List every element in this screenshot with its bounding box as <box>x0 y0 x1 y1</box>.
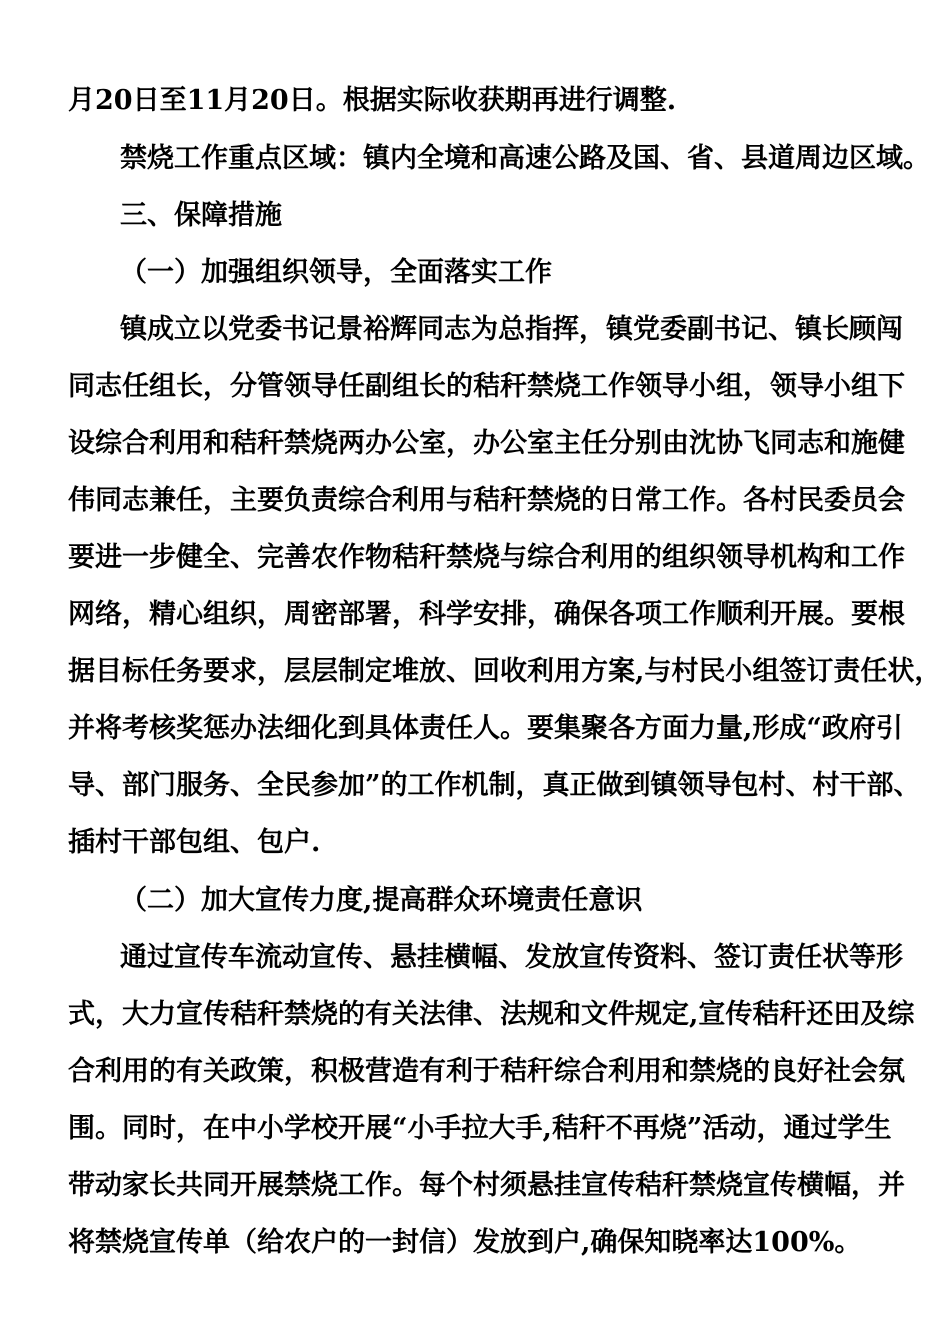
text-line: 镇成立以党委书记景裕辉同志为总指挥，镇党委副书记、镇长顾闯 <box>120 314 903 345</box>
text-line: 合利用的有关政策，积极营造有利于秸秆综合利用和禁烧的良好社会氛 <box>68 1056 905 1087</box>
text-line: 带动家长共同开展禁烧工作。每个村须悬挂宣传秸秆禁烧宣传横幅，并 <box>68 1170 905 1201</box>
text-line: 导、部门服务、全民参加”的工作机制，真正做到镇领导包村、村干部、 <box>68 770 921 801</box>
text-line: 禁烧工作重点区域：镇内全境和高速公路及国、省、县道周边区域。 <box>120 143 930 174</box>
subsection-heading: （一）加强组织领导，全面落实工作 <box>120 257 552 288</box>
text-line: 式，大力宣传秸秆禁烧的有关法律、法规和文件规定,宣传秸秆还田及综 <box>68 999 915 1030</box>
text-line: 设综合利用和秸秆禁烧两办公室，办公室主任分别由沈协飞同志和施健 <box>68 428 905 459</box>
text-line: 据目标任务要求，层层制定堆放、回收利用方案,与村民小组签订责任状， <box>68 656 942 687</box>
text-line: 插村干部包组、包户. <box>68 827 321 858</box>
text-line: 网络，精心组织，周密部署，科学安排，确保各项工作顺利开展。要根 <box>68 599 905 630</box>
text-line: 通过宣传车流动宣传、悬挂横幅、发放宣传资料、签订责任状等形 <box>120 942 903 973</box>
text-line: 月20日至11月20日。根据实际收获期再进行调整. <box>68 85 677 116</box>
text-line: 并将考核奖惩办法细化到具体责任人。要集聚各方面力量,形成“政府引 <box>68 713 903 744</box>
text-line: 将禁烧宣传单（给农户的一封信）发放到户,确保知晓率达100%。 <box>68 1227 862 1258</box>
subsection-heading: （二）加大宣传力度,提高群众环境责任意识 <box>120 885 643 916</box>
text-line: 要进一步健全、完善农作物秸秆禁烧与综合利用的组织领导机构和工作 <box>68 542 905 573</box>
text-line: 伟同志兼任，主要负责综合利用与秸秆禁烧的日常工作。各村民委员会 <box>68 485 905 516</box>
section-heading: 三、保障措施 <box>120 200 282 231</box>
text-line: 围。同时，在中小学校开展“小手拉大手,秸秆不再烧”活动，通过学生 <box>68 1113 892 1144</box>
text-line: 同志任组长，分管领导任副组长的秸秆禁烧工作领导小组，领导小组下 <box>68 371 905 402</box>
